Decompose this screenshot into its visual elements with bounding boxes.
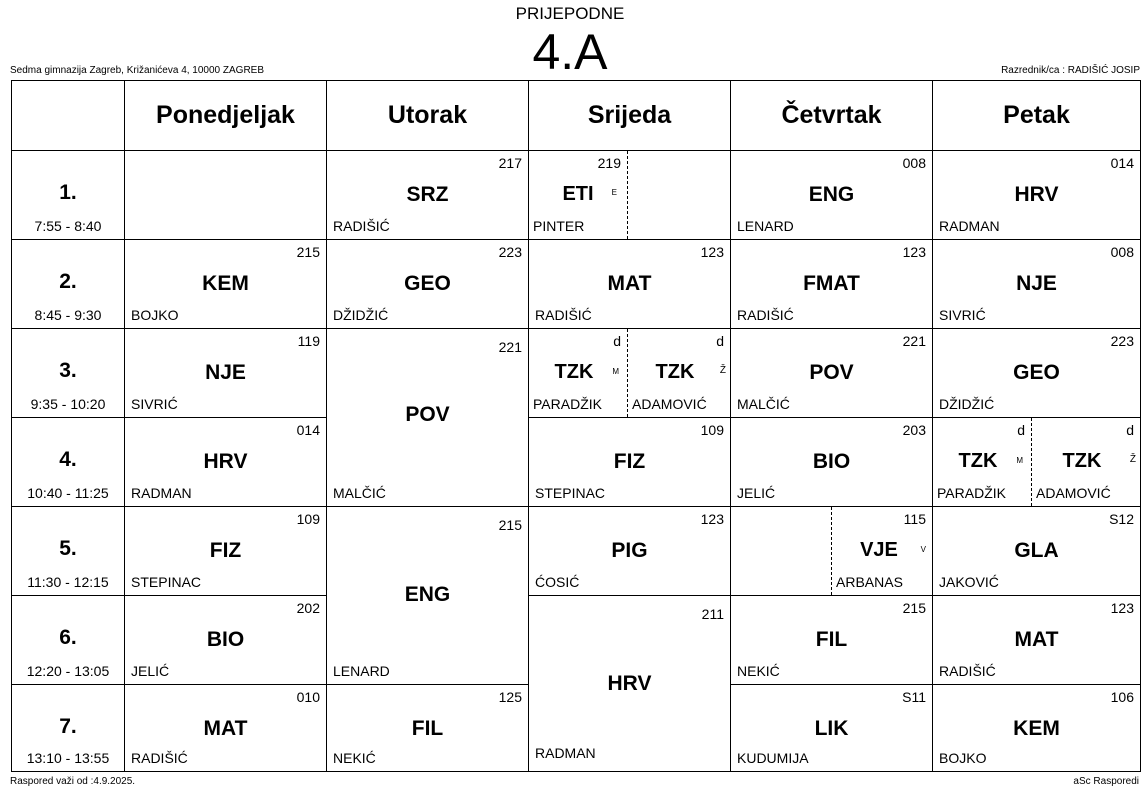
lesson-cell	[932, 151, 1140, 240]
timetable-grid	[11, 80, 1141, 772]
school-address: Sedma gimnazija Zagreb, Križanićeva 4, 10000 ZAGREB	[10, 65, 265, 76]
corner-cell	[12, 81, 124, 151]
teacher-name: ARBANAS	[836, 574, 903, 590]
teacher-name: LENARD	[333, 663, 390, 679]
lesson-cell	[932, 685, 1140, 771]
subject: TZK	[1062, 450, 1102, 472]
group-label: E	[611, 188, 617, 197]
period-3	[12, 329, 124, 418]
teacher-name: RADMAN	[131, 485, 192, 501]
subject: VJE	[860, 539, 898, 561]
subject: ETI	[562, 183, 594, 205]
period-1	[12, 151, 124, 240]
group-half	[529, 151, 627, 239]
subject: TZK	[655, 361, 695, 383]
room-number: 215	[296, 244, 320, 260]
teacher-name: ADAMOVIĆ	[1036, 485, 1111, 501]
day-header-monday: Ponedjeljak	[124, 81, 326, 151]
subject: NJE	[205, 361, 246, 384]
room-number: d	[1126, 422, 1134, 438]
lesson-cell	[326, 240, 528, 329]
teacher-name: DŽIDŽIĆ	[939, 396, 995, 412]
subject: MAT	[607, 272, 652, 295]
class-teacher: Razrednik/ca : RADIŠIĆ JOSIP	[1001, 65, 1140, 76]
teacher-name: PARADŽIK	[533, 396, 602, 412]
subject: PIG	[611, 539, 648, 562]
teacher-name: RADMAN	[939, 218, 1000, 234]
subject: LIK	[814, 717, 849, 740]
teacher-name: SIVRIĆ	[939, 307, 986, 323]
room-number: 211	[701, 606, 724, 622]
teacher-name: NEKIĆ	[333, 750, 376, 766]
room-number: S11	[902, 689, 926, 705]
lesson-cell	[932, 507, 1140, 596]
period-time: 13:10 - 13:55	[26, 750, 110, 766]
subject: FMAT	[803, 272, 860, 295]
lesson-cell-double	[326, 329, 528, 507]
subject: FIL	[411, 717, 444, 740]
shift-title: PRIJEPODNE	[515, 4, 625, 23]
period-number: 5.	[59, 537, 77, 560]
room-number: 109	[296, 511, 320, 527]
lesson-cell	[124, 685, 326, 771]
lesson-cell	[730, 240, 932, 329]
lesson-cell	[528, 418, 730, 507]
lesson-cell	[124, 329, 326, 418]
period-time: 8:45 - 9:30	[34, 307, 102, 323]
lesson-cell-split	[528, 151, 730, 240]
teacher-name: RADIŠIĆ	[737, 307, 794, 323]
period-7	[12, 685, 124, 771]
teacher-name: STEPINAC	[131, 574, 202, 590]
period-time: 10:40 - 11:25	[27, 485, 109, 501]
subject: HRV	[607, 672, 652, 695]
teacher-name: BOJKO	[939, 750, 987, 766]
teacher-name: PINTER	[533, 218, 585, 234]
subject: ENG	[808, 183, 855, 206]
subject: MAT	[203, 717, 248, 740]
room-number: 219	[597, 155, 621, 171]
lesson-cell	[124, 418, 326, 507]
subject: FIZ	[613, 450, 646, 473]
lesson-cell-double	[326, 507, 528, 685]
room-number: 123	[700, 511, 724, 527]
room-number: 115	[903, 511, 926, 527]
period-number: 3.	[59, 359, 77, 382]
teacher-name: ĆOSIĆ	[535, 574, 580, 590]
period-5	[12, 507, 124, 596]
subject: POV	[809, 361, 854, 384]
teacher-name: JELIĆ	[131, 663, 170, 679]
room-number: 125	[498, 689, 522, 705]
valid-from-note: Raspored važi od :4.9.2025.	[10, 776, 136, 787]
day-header-friday: Petak	[932, 81, 1140, 151]
group-label: M	[612, 367, 619, 376]
room-number: 014	[296, 422, 320, 438]
period-4	[12, 418, 124, 507]
room-number: 109	[700, 422, 724, 438]
period-6	[12, 596, 124, 685]
lesson-cell-split	[932, 418, 1140, 507]
subject: BIO	[812, 450, 851, 473]
lesson-cell	[932, 240, 1140, 329]
room-number: 203	[902, 422, 926, 438]
subject: BIO	[206, 628, 245, 651]
teacher-name: ADAMOVIĆ	[632, 396, 707, 412]
lesson-cell	[124, 240, 326, 329]
teacher-name: RADMAN	[535, 745, 596, 761]
room-number: 119	[297, 333, 320, 349]
subject: POV	[405, 403, 450, 426]
teacher-name: PARADŽIK	[937, 485, 1006, 501]
teacher-name: RADIŠIĆ	[939, 663, 996, 679]
subject: HRV	[203, 450, 248, 473]
teacher-name: MALČIĆ	[333, 485, 386, 501]
teacher-name: KUDUMIJA	[737, 750, 809, 766]
room-number: d	[716, 333, 724, 349]
teacher-name: RADIŠIĆ	[535, 307, 592, 323]
teacher-name: RADIŠIĆ	[333, 218, 390, 234]
group-divider	[627, 151, 628, 239]
room-number: 223	[498, 244, 522, 260]
period-number: 1.	[59, 181, 77, 204]
subject: FIZ	[209, 539, 242, 562]
room-number: 215	[498, 517, 522, 533]
teacher-name: NEKIĆ	[737, 663, 780, 679]
teacher-name: DŽIDŽIĆ	[333, 307, 389, 323]
subject: TZK	[554, 361, 594, 383]
subject: GLA	[1014, 539, 1059, 562]
subject: TZK	[958, 450, 998, 472]
lesson-cell	[730, 596, 932, 685]
teacher-name: SIVRIĆ	[131, 396, 178, 412]
room-number: 123	[902, 244, 926, 260]
subject: GEO	[1013, 361, 1060, 384]
lesson-cell	[124, 507, 326, 596]
lesson-cell	[730, 418, 932, 507]
software-credit: aSc Rasporedi	[1073, 776, 1139, 787]
day-header-wednesday: Srijeda	[528, 81, 730, 151]
room-number: 223	[1110, 333, 1134, 349]
lesson-cell	[326, 151, 528, 240]
subject: MAT	[1014, 628, 1059, 651]
lesson-cell	[730, 685, 932, 771]
lesson-cell	[932, 329, 1140, 418]
group-half	[628, 329, 730, 417]
room-number: 123	[1110, 600, 1134, 616]
period-time: 7:55 - 8:40	[34, 218, 102, 234]
room-number: 014	[1110, 155, 1134, 171]
lesson-cell-split	[730, 507, 932, 596]
class-name: 4.A	[532, 24, 608, 80]
room-number: 217	[498, 155, 522, 171]
lesson-cell	[528, 507, 730, 596]
teacher-name: BOJKO	[131, 307, 179, 323]
room-number: 221	[902, 333, 926, 349]
period-time: 11:30 - 12:15	[27, 574, 109, 590]
room-number: 123	[700, 244, 724, 260]
lesson-cell	[730, 151, 932, 240]
room-number: 221	[498, 339, 522, 355]
subject: SRZ	[406, 183, 449, 206]
subject: HRV	[1014, 183, 1059, 206]
teacher-name: MALČIĆ	[737, 396, 790, 412]
lesson-cell	[326, 685, 528, 771]
group-half	[1032, 418, 1140, 506]
period-number: 2.	[59, 270, 77, 293]
subject: FIL	[815, 628, 848, 651]
teacher-name: STEPINAC	[535, 485, 606, 501]
room-number: d	[613, 333, 621, 349]
room-number: 008	[902, 155, 926, 171]
lesson-cell-empty	[124, 151, 326, 240]
group-label: Ž	[719, 365, 726, 376]
subject: ENG	[404, 583, 451, 606]
lesson-cell-split	[528, 329, 730, 418]
group-label: M	[1016, 456, 1023, 465]
period-number: 6.	[59, 626, 77, 649]
group-half	[832, 507, 932, 595]
period-time: 9:35 - 10:20	[30, 396, 106, 412]
room-number: 010	[296, 689, 320, 705]
period-number: 7.	[59, 715, 77, 738]
group-half	[933, 418, 1031, 506]
lesson-cell	[124, 596, 326, 685]
teacher-name: RADIŠIĆ	[131, 750, 188, 766]
lesson-cell	[730, 329, 932, 418]
room-number: 008	[1110, 244, 1134, 260]
room-number: S12	[1109, 511, 1134, 527]
room-number: 202	[296, 600, 320, 616]
room-number: d	[1017, 422, 1025, 438]
period-number: 4.	[59, 448, 77, 471]
subject: GEO	[404, 272, 451, 295]
group-label: V	[920, 545, 926, 554]
room-number: 106	[1110, 689, 1134, 705]
subject: NJE	[1016, 272, 1057, 295]
group-label: Ž	[1129, 454, 1136, 465]
period-time: 12:20 - 13:05	[26, 663, 110, 679]
room-number: 215	[902, 600, 926, 616]
subject: KEM	[202, 272, 249, 295]
day-header-tuesday: Utorak	[326, 81, 528, 151]
lesson-cell	[932, 596, 1140, 685]
subject: KEM	[1013, 717, 1060, 740]
day-header-thursday: Četvrtak	[730, 81, 932, 151]
period-2	[12, 240, 124, 329]
lesson-cell-double	[528, 596, 730, 771]
teacher-name: LENARD	[737, 218, 794, 234]
lesson-cell	[528, 240, 730, 329]
teacher-name: JELIĆ	[737, 485, 776, 501]
group-half	[529, 329, 627, 417]
teacher-name: JAKOVIĆ	[939, 574, 999, 590]
